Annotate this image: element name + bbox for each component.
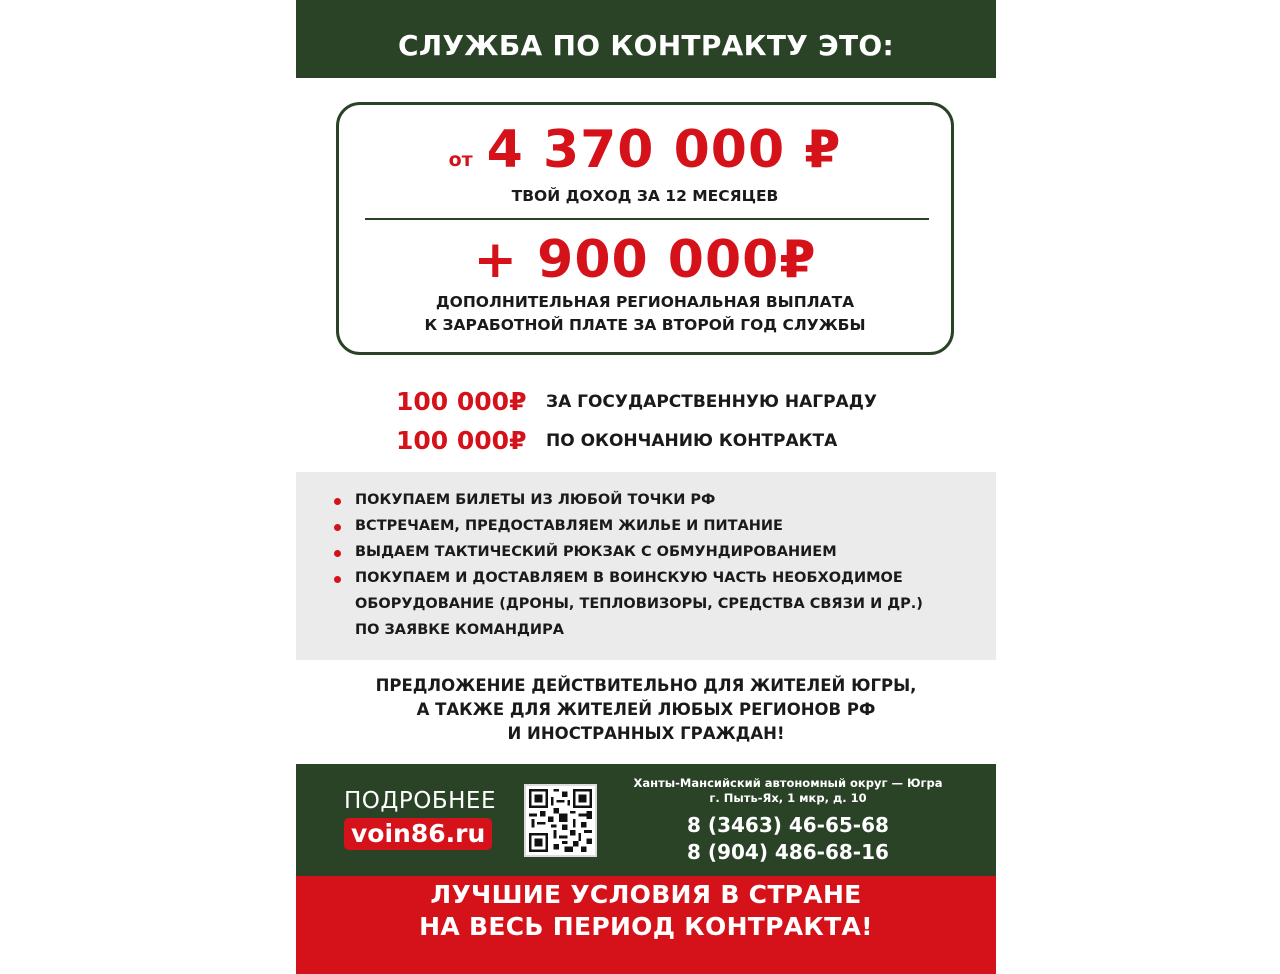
income-divider (365, 218, 929, 220)
bonus-caption (339, 291, 951, 337)
bullet-icon (334, 524, 341, 531)
more-info-block (344, 788, 496, 850)
qr-code-graphic (526, 786, 595, 855)
qr-code-icon[interactable] (524, 784, 597, 857)
income-box (336, 102, 954, 355)
site-link[interactable]: voin86.ru (344, 818, 492, 850)
benefit-item (334, 489, 996, 511)
income-prefix: от (448, 149, 473, 171)
footer-line: ЛУЧШИЕ УСЛОВИЯ В СТРАНЕ (430, 880, 862, 909)
reward-amount: 100 000₽ (396, 387, 527, 416)
benefit-item (334, 541, 996, 563)
benefit-line: ПО ЗАЯВКЕ КОМАНДИРА (355, 622, 564, 638)
bullet-icon (334, 550, 341, 557)
contacts-panel (296, 764, 996, 876)
benefit-text: ВЫДАЕМ ТАКТИЧЕСКИЙ РЮКЗАК С ОБМУНДИРОВАНИЕМ (355, 544, 837, 560)
bullet-icon (334, 576, 341, 583)
benefit-text-multiline (355, 565, 923, 643)
benefit-line: ОБОРУДОВАНИЕ (ДРОНЫ, ТЕПЛОВИЗОРЫ, СРЕДСТВА СВЯЗИ И ДР.) (355, 596, 923, 612)
benefit-text: ВСТРЕЧАЕМ, ПРЕДОСТАВЛЯЕМ ЖИЛЬЕ И ПИТАНИЕ (355, 518, 783, 534)
reward-text: ПО ОКОНЧАНИЮ КОНТРАКТА (546, 430, 838, 451)
benefits-panel (296, 472, 996, 660)
bullet-icon (334, 498, 341, 505)
address-block (614, 776, 962, 866)
poster-header (296, 0, 996, 78)
offer-line: А ТАКЖЕ ДЛЯ ЖИТЕЛЕЙ ЛЮБЫХ РЕГИОНОВ РФ (416, 700, 876, 719)
offer-line: И ИНОСТРАННЫХ ГРАЖДАН! (507, 724, 785, 743)
footer-line: НА ВЕСЬ ПЕРИОД КОНТРАКТА! (419, 912, 873, 941)
offer-notice (296, 674, 996, 746)
header-title: СЛУЖБА ПО КОНТРАКТУ ЭТО: (398, 28, 894, 62)
benefit-item (334, 515, 996, 537)
benefit-text: ПОКУПАЕМ БИЛЕТЫ ИЗ ЛЮБОЙ ТОЧКИ РФ (355, 492, 716, 508)
phone-number-1[interactable]: 8 (3463) 46-65-68 (687, 813, 889, 837)
address-region: Ханты-Мансийский автономный округ — Югра (633, 776, 943, 790)
offer-line: ПРЕДЛОЖЕНИЕ ДЕЙСТВИТЕЛЬНО ДЛЯ ЖИТЕЛЕЙ ЮГРЫ, (375, 676, 917, 695)
rewards-list (396, 382, 956, 460)
reward-row-award (396, 382, 956, 421)
reward-amount: 100 000₽ (396, 426, 527, 455)
recruitment-poster (296, 0, 996, 974)
address-street: г. Пыть-Ях, 1 мкр, д. 10 (709, 791, 867, 805)
reward-text: ЗА ГОСУДАРСТВЕННУЮ НАГРАДУ (546, 391, 877, 412)
income-caption: ТВОЙ ДОХОД ЗА 12 МЕСЯЦЕВ (511, 187, 779, 205)
bonus-row (339, 229, 951, 291)
benefit-item (334, 567, 996, 643)
benefit-line: ПОКУПАЕМ И ДОСТАВЛЯЕМ В ВОИНСКУЮ ЧАСТЬ НЕОБХОДИМОЕ (355, 570, 903, 586)
bonus-caption-line1: ДОПОЛНИТЕЛЬНАЯ РЕГИОНАЛЬНАЯ ВЫПЛАТА (435, 293, 855, 311)
footer-banner (296, 876, 996, 974)
bonus-caption-line2: К ЗАРАБОТНОЙ ПЛАТЕ ЗА ВТОРОЙ ГОД СЛУЖБЫ (424, 316, 866, 334)
reward-row-contract-end (396, 421, 956, 460)
income-amount: 4 370 000 ₽ (486, 120, 842, 180)
phone-number-2[interactable]: 8 (904) 486-68-16 (687, 840, 889, 864)
income-main-row (339, 119, 951, 181)
more-label: ПОДРОБНЕЕ (344, 788, 496, 814)
bonus-amount: + 900 000₽ (473, 230, 817, 290)
